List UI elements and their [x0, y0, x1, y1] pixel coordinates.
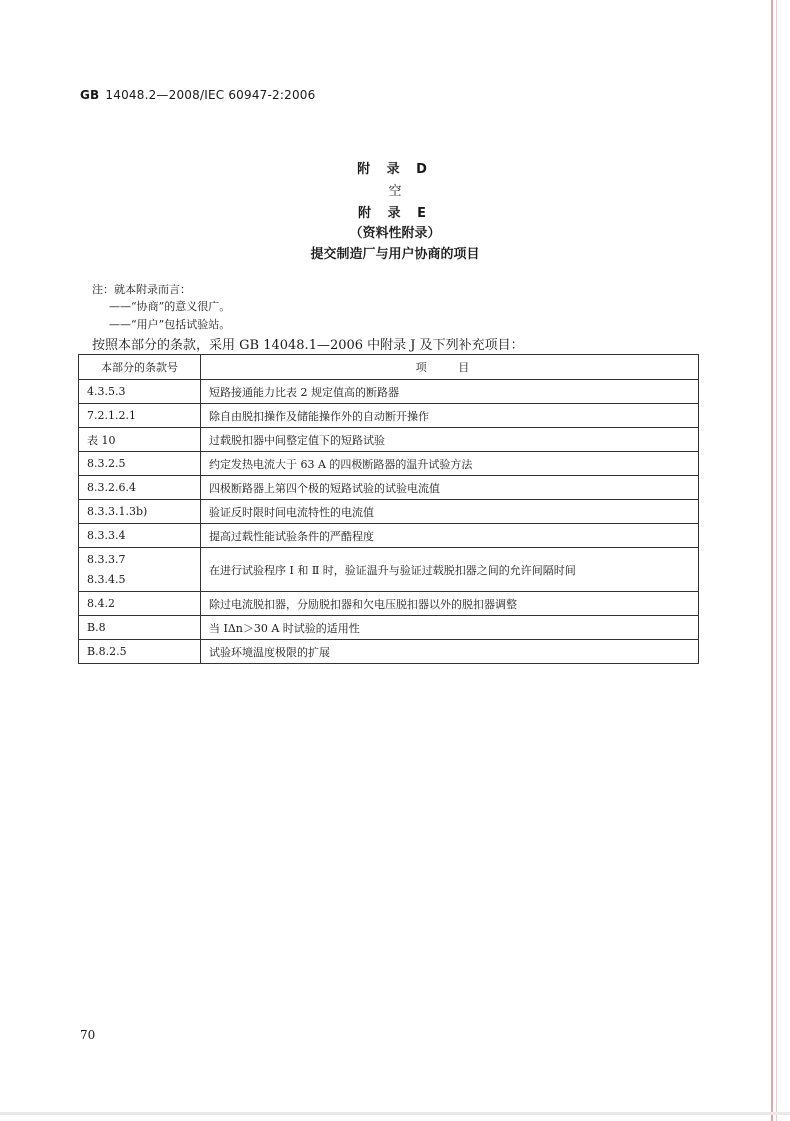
table-row	[79, 548, 699, 592]
table-header-row	[79, 355, 699, 380]
table-row	[79, 616, 699, 640]
annex-e-heading: 附 录 E	[358, 206, 432, 221]
clause-cell: 4.3.5.3	[79, 380, 201, 404]
item-cell: 当 IΔn＞30 A 时试验的适用性	[201, 616, 699, 640]
item-cell: 除自由脱扣操作及储能操作外的自动断开操作	[201, 404, 699, 428]
clause-cell: 8.3.2.6.4	[79, 476, 201, 500]
annex-e-informative: （资料性附录）	[349, 226, 441, 241]
page-number: 70	[80, 1028, 96, 1042]
column-header-item: 项 目	[201, 355, 699, 380]
note-intro: 注：就本附录而言：	[92, 283, 191, 296]
note-item: ——“协商”的意义很广。	[109, 300, 231, 313]
standard-prefix: GB	[80, 88, 100, 102]
table-row	[79, 404, 699, 428]
table-row	[79, 476, 699, 500]
item-cell: 约定发热电流大于 63 A 的四极断路器的温升试验方法	[201, 452, 699, 476]
clause-cell: 7.2.1.2.1	[79, 404, 201, 428]
clause-line: 8.3.4.5	[87, 572, 126, 586]
item-cell: 过载脱扣器中间整定值下的短路试验	[201, 428, 699, 452]
annex-d-heading: 附 录 D	[357, 162, 433, 177]
item-cell: 短路接通能力比表 2 规定值高的断路器	[201, 380, 699, 404]
annex-d-status: 空	[388, 184, 402, 199]
table-row	[79, 640, 699, 664]
table-row	[79, 452, 699, 476]
table-row	[79, 380, 699, 404]
intro-paragraph: 按照本部分的条款，采用 GB 14048.1—2006 中附录 J 及下列补充项目：	[92, 338, 524, 353]
item-cell: 四极断路器上第四个极的短路试验的试验电流值	[201, 476, 699, 500]
negotiation-items-table	[78, 354, 699, 664]
page-edge-bottom	[0, 1112, 790, 1115]
clause-line: 8.3.3.7	[87, 552, 126, 566]
clause-cell: 8.4.2	[79, 592, 201, 616]
table-row	[79, 524, 699, 548]
item-cell: 除过电流脱扣器，分励脱扣器和欠电压脱扣器以外的脱扣器调整	[201, 592, 699, 616]
note-item: ——“用户”包括试验站。	[109, 318, 231, 331]
standard-number: 14048.2—2008/IEC 60947-2:2006	[105, 88, 316, 102]
table-row	[79, 428, 699, 452]
table-row	[79, 500, 699, 524]
clause-cell: 8.3.3.4	[79, 524, 201, 548]
item-cell: 验证反时限时间电流特性的电流值	[201, 500, 699, 524]
item-cell: 试验环境温度极限的扩展	[201, 640, 699, 664]
clause-cell: B.8.2.5	[79, 640, 201, 664]
table-row	[79, 592, 699, 616]
clause-cell: 8.3.3.1.3b)	[79, 500, 201, 524]
table-body	[79, 380, 699, 664]
clause-cell	[79, 548, 201, 592]
item-cell: 在进行试验程序 Ⅰ 和 Ⅱ 时，验证温升与验证过载脱扣器之间的允许间隔时间	[201, 548, 699, 592]
item-cell: 提高过载性能试验条件的严酷程度	[201, 524, 699, 548]
clause-cell: 表 10	[79, 428, 201, 452]
clause-cell: 8.3.2.5	[79, 452, 201, 476]
column-header-clause: 本部分的条款号	[79, 355, 201, 380]
clause-cell: B.8	[79, 616, 201, 640]
standard-header	[80, 88, 315, 102]
annex-e-title: 提交制造厂与用户协商的项目	[310, 247, 480, 262]
